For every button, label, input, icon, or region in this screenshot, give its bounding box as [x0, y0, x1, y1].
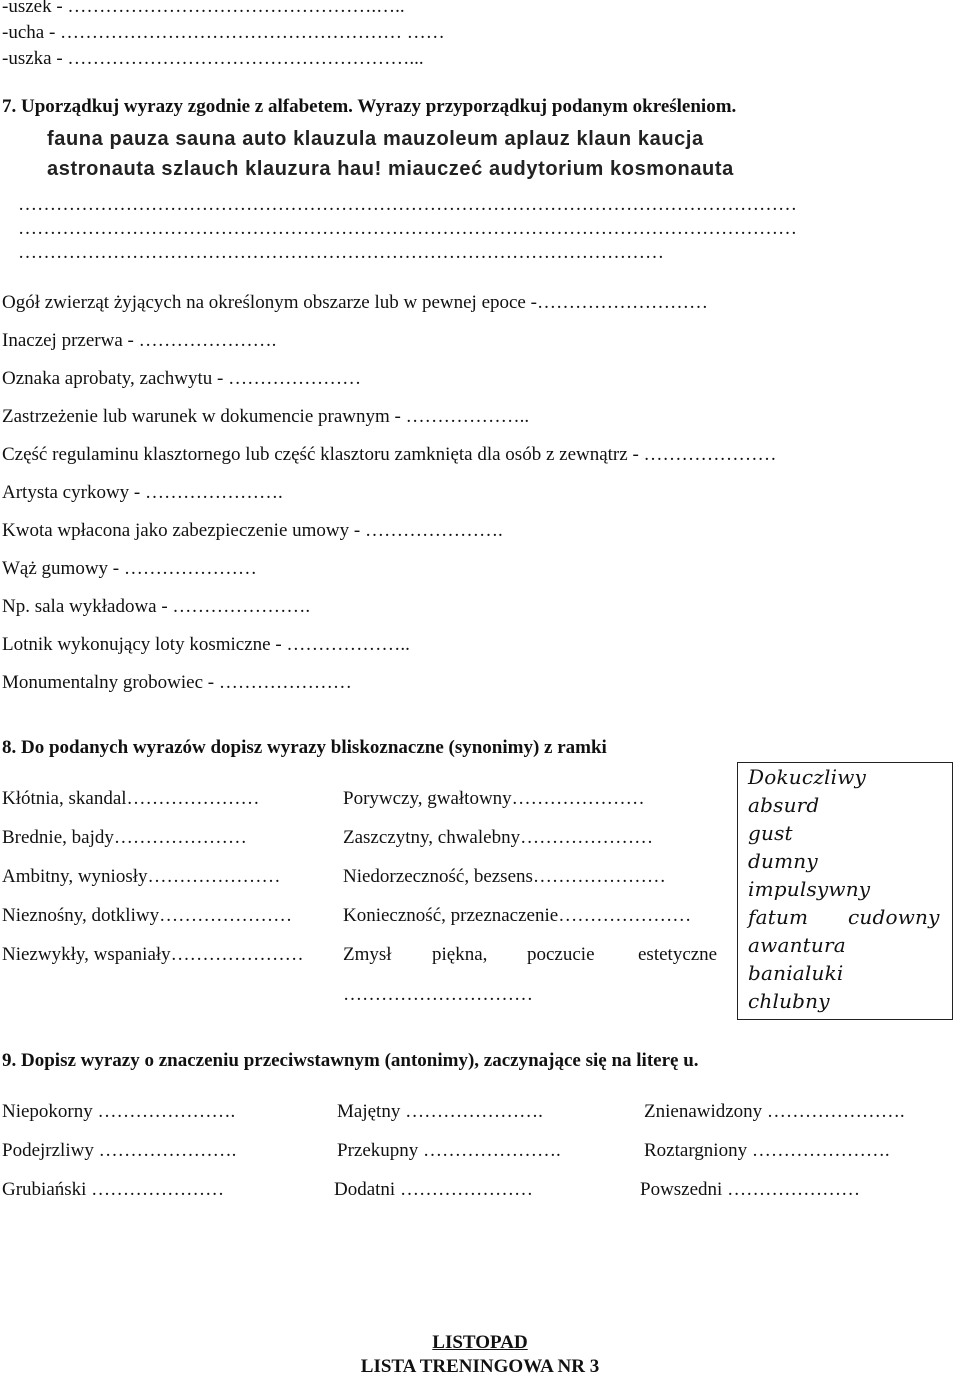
box-word: absurd: [748, 793, 820, 817]
footer-list-title: LISTA TRENINGOWA NR 3: [360, 1356, 600, 1377]
antonym-item: Podejrzliwy ………………….: [2, 1140, 237, 1161]
synonym-right-item: Konieczność, przeznaczenie…………………: [343, 905, 692, 926]
footer-month: LISTOPAD: [432, 1332, 528, 1353]
box-word: cudowny: [848, 905, 940, 929]
antonym-item: Dodatni …………………: [334, 1179, 533, 1200]
box-word: fatum: [748, 905, 809, 929]
definition-item: Monumentalny grobowiec - …………………: [2, 672, 352, 693]
box-word: impulsywny: [748, 877, 871, 901]
synonym-right-word: estetyczne: [638, 944, 718, 965]
synonym-left-item: Brednie, bajdy…………………: [2, 827, 247, 848]
top-line-uszek: -uszek - ………………………………………….…..: [2, 0, 405, 17]
ex7-answer-dots-1[interactable]: ……………………………………………………………………………………………………………: [18, 194, 797, 215]
definition-item: Zastrzeżenie lub warunek w dokumencie prawnym - ………………..: [2, 406, 530, 427]
box-word: Dokuczliwy: [748, 765, 867, 789]
definition-item: Np. sala wykładowa - ………………….: [2, 596, 311, 617]
synonym-right-word: piękna,: [432, 944, 488, 965]
box-word: dumny: [748, 849, 818, 873]
synonym-left-item: Kłótnia, skandal…………………: [2, 788, 260, 809]
antonym-item: Roztargniony ………………….: [644, 1140, 890, 1161]
antonym-item: Powszedni …………………: [640, 1179, 861, 1200]
box-word: awantura: [748, 933, 846, 957]
ex7-title: 7. Uporządkuj wyrazy zgodnie z alfabetem. Wyrazy przyporządkuj podanym określeniom.: [2, 96, 737, 117]
synonym-right-item: Zaszczytny, chwalebny…………………: [343, 827, 654, 848]
definition-item: Ogół zwierząt żyjących na określonym obszarze lub w pewnej epoce -………………………: [2, 292, 708, 313]
antonym-item: Majętny ………………….: [337, 1101, 543, 1122]
definition-item: Oznaka aprobaty, zachwytu - …………………: [2, 368, 362, 389]
ex7-words-line1: fauna pauza sauna auto klauzula mauzoleum aplauz klaun kaucja: [47, 128, 704, 150]
antonym-item: Niepokorny ………………….: [2, 1101, 236, 1122]
ex7-words-line2: astronauta szlauch klauzura hau! miauczeć audytorium kosmonauta: [47, 158, 734, 180]
definition-item: Artysta cyrkowy - ………………….: [2, 482, 283, 503]
box-word: gust: [748, 821, 793, 845]
definition-item: Lotnik wykonujący loty kosmiczne - ………………..: [2, 634, 410, 655]
ex8-title: 8. Do podanych wyrazów dopisz wyrazy bliskoznaczne (synonimy) z ramki: [2, 737, 607, 758]
definition-item: Kwota wpłacona jako zabezpieczenie umowy - ………………….: [2, 520, 503, 541]
synonym-right-word: Zmysł: [343, 944, 392, 965]
synonym-word-box: [737, 762, 953, 1020]
synonym-left-item: Ambitny, wyniosły…………………: [2, 866, 281, 887]
top-line-ucha: -ucha - ……………………………………………… ……: [2, 22, 445, 43]
synonym-left-item: Nieznośny, dotkliwy…………………: [2, 905, 293, 926]
synonym-left-item: Niezwykły, wspaniały…………………: [2, 944, 304, 965]
definition-item: Część regulaminu klasztornego lub część klasztoru zamknięta dla osób z zewnątrz - …………………: [2, 444, 777, 465]
ex7-answer-dots-2[interactable]: ……………………………………………………………………………………………………………: [18, 218, 797, 239]
box-word: chlubny: [748, 989, 830, 1013]
antonym-item: Grubiański …………………: [2, 1179, 225, 1200]
synonym-right-dots[interactable]: …………………………: [343, 984, 533, 1005]
antonym-item: Przekupny ………………….: [337, 1140, 561, 1161]
synonym-right-item: Porywczy, gwałtowny…………………: [343, 788, 645, 809]
definition-item: Inaczej przerwa - ………………….: [2, 330, 277, 351]
antonym-item: Znienawidzony ………………….: [644, 1101, 905, 1122]
synonym-right-word: poczucie: [527, 944, 595, 965]
ex9-title: 9. Dopisz wyrazy o znaczeniu przeciwstawnym (antonimy), zaczynające się na literę u.: [2, 1050, 699, 1071]
synonym-right-item: Niedorzeczność, bezsens…………………: [343, 866, 666, 887]
definition-item: Wąż gumowy - …………………: [2, 558, 257, 579]
ex7-answer-dots-3[interactable]: …………………………………………………………………………………………: [18, 242, 664, 263]
top-line-uszka: -uszka - ………………………………………………...: [2, 48, 424, 69]
box-word: banialuki: [748, 961, 844, 985]
